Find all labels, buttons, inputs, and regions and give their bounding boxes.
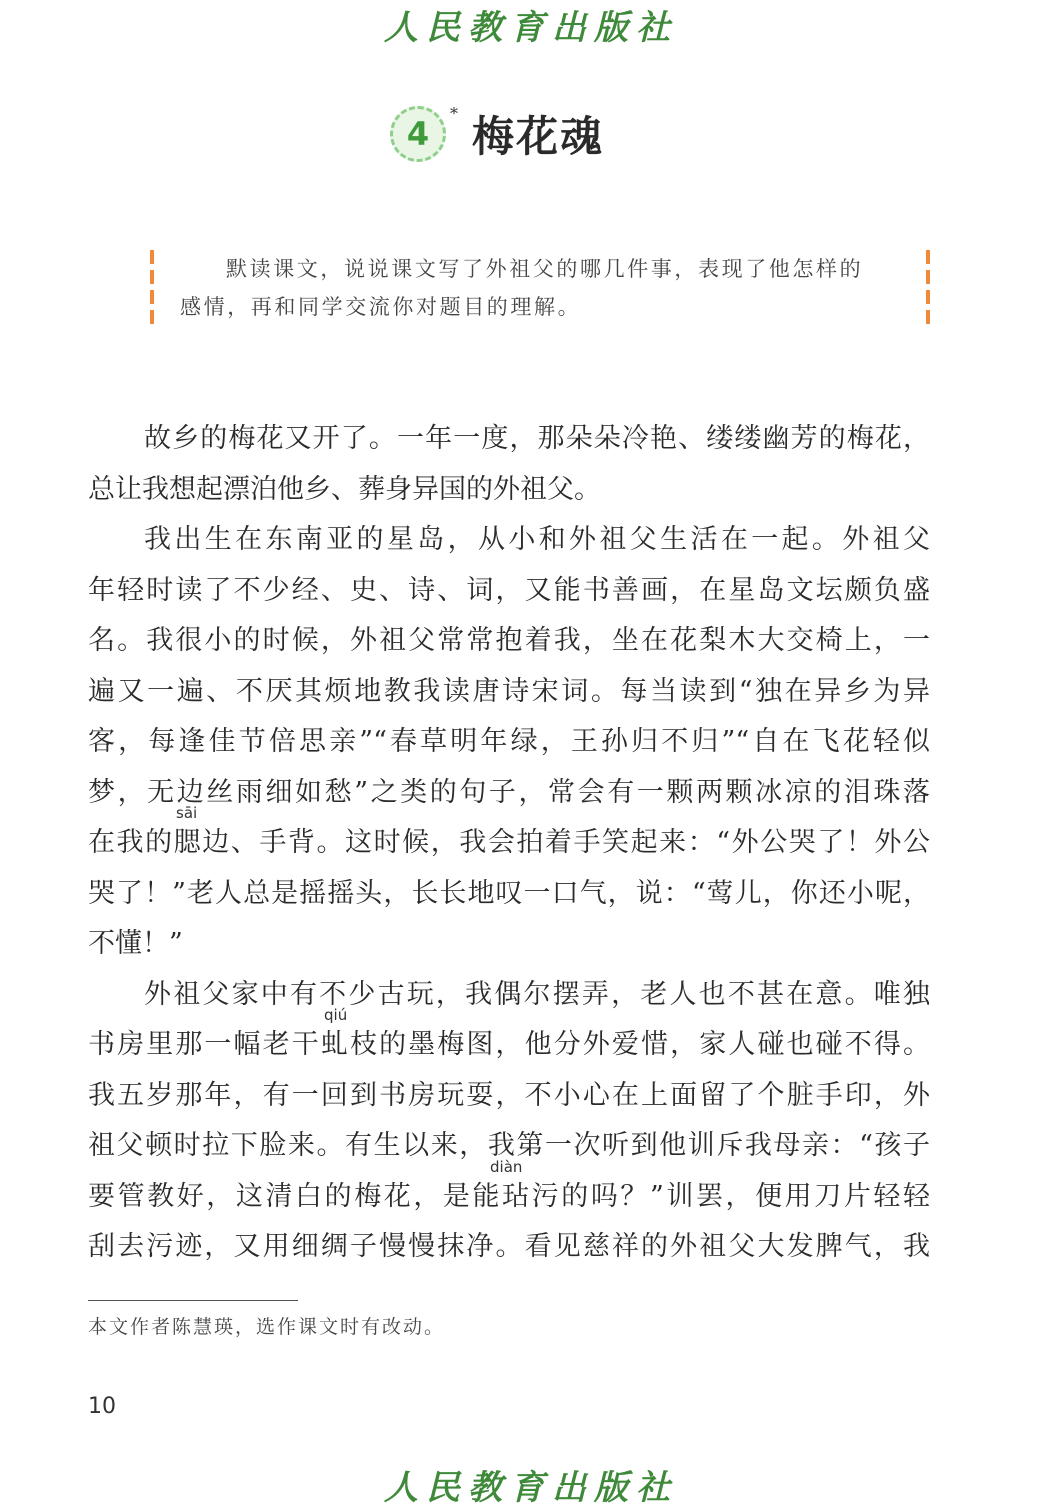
lesson-title: 梅花魂 xyxy=(472,112,605,161)
text-line: 我五岁那年，有一回到书房玩耍，不小心在上面留了个脏手印，外 xyxy=(88,1079,930,1111)
prompt-line: 默读课文，说说课文写了外祖父的哪几件事，表现了他怎样的 xyxy=(226,257,864,281)
text-line: 总让我想起漂泊他乡、葬身异国的外祖父。 xyxy=(88,473,601,505)
pinyin-annotation: qiú xyxy=(324,1006,348,1024)
footnote: 本文作者陈慧瑛，选作课文时有改动。 xyxy=(88,1316,446,1338)
prompt-bracket-left xyxy=(150,250,154,328)
reading-prompt xyxy=(150,250,930,328)
text-line: 名。我很小的时候，外祖父常常抱着我，坐在花梨木大交椅上，一 xyxy=(88,625,930,656)
lesson-body xyxy=(88,414,930,1273)
text-line: 祖父顿时拉下脸来。有生以来，我第一次听到他训斥我母亲：“孩子 xyxy=(88,1130,930,1161)
prompt-bracket-right xyxy=(926,250,930,328)
text-line: 梦，无边丝雨细如愁”之类的句子，常会有一颗两颗冰凉的泪珠落 xyxy=(88,776,930,808)
text-line: 遍又一遍、不厌其烦地教我读唐诗宋词。每当读到“独在异乡为异 xyxy=(88,675,930,707)
pinyin-annotation: sāi xyxy=(176,804,198,822)
line-with-pinyin xyxy=(88,1006,930,1071)
text-line: 不懂！” xyxy=(88,928,183,959)
text-line: 客，每逢佳节倍思亲”“春草明年绿，王孙归不归”“自在飞花轻似 xyxy=(88,726,930,757)
line-with-pinyin xyxy=(88,1157,930,1223)
lesson-heading xyxy=(390,102,604,166)
footnote-divider xyxy=(88,1300,298,1301)
page-number: 10 xyxy=(88,1394,116,1419)
line-with-pinyin xyxy=(88,804,930,869)
text-line: 故乡的梅花又开了。一年一度，那朵朵冷艳、缕缕幽芳的梅花， xyxy=(144,423,930,454)
text-line: 在我的腮边、手背。这时候，我会拍着手笑起来：“外公哭了！外公 xyxy=(88,827,930,858)
text-line: 书房里那一幅老干虬枝的墨梅图，他分外爱惜，家人碰也碰不得。 xyxy=(88,1029,930,1060)
publisher-logo-top: 人民教育出版社 xyxy=(384,8,678,48)
prompt-text xyxy=(180,250,900,326)
text-line: 要管教好，这清白的梅花，是能玷污的吗？”训罢，便用刀片轻轻 xyxy=(88,1180,930,1212)
text-line: 我出生在东南亚的星岛，从小和外祖父生活在一起。外祖父 xyxy=(144,524,930,555)
text-line: 外祖父家中有不少古玩，我偶尔摆弄，老人也不甚在意。唯独 xyxy=(144,978,930,1010)
text-line: 刮去污迹，又用细绸子慢慢抹净。看见慈祥的外祖父大发脾气，我 xyxy=(88,1231,930,1262)
text-line: 哭了！”老人总是摇摇头，长长地叹一口气，说：“莺儿，你还小呢， xyxy=(88,877,930,909)
text-line: 年轻时读了不少经、史、诗、词，又能书善画，在星岛文坛颇负盛 xyxy=(88,574,930,606)
pinyin-annotation: diàn xyxy=(490,1157,523,1176)
self-study-star-icon: * xyxy=(450,104,458,123)
lesson-number-badge: 4 xyxy=(390,106,446,162)
publisher-logo-bottom: 人民教育出版社 xyxy=(384,1468,678,1508)
prompt-line: 感情，再和同学交流你对题目的理解。 xyxy=(180,295,582,319)
